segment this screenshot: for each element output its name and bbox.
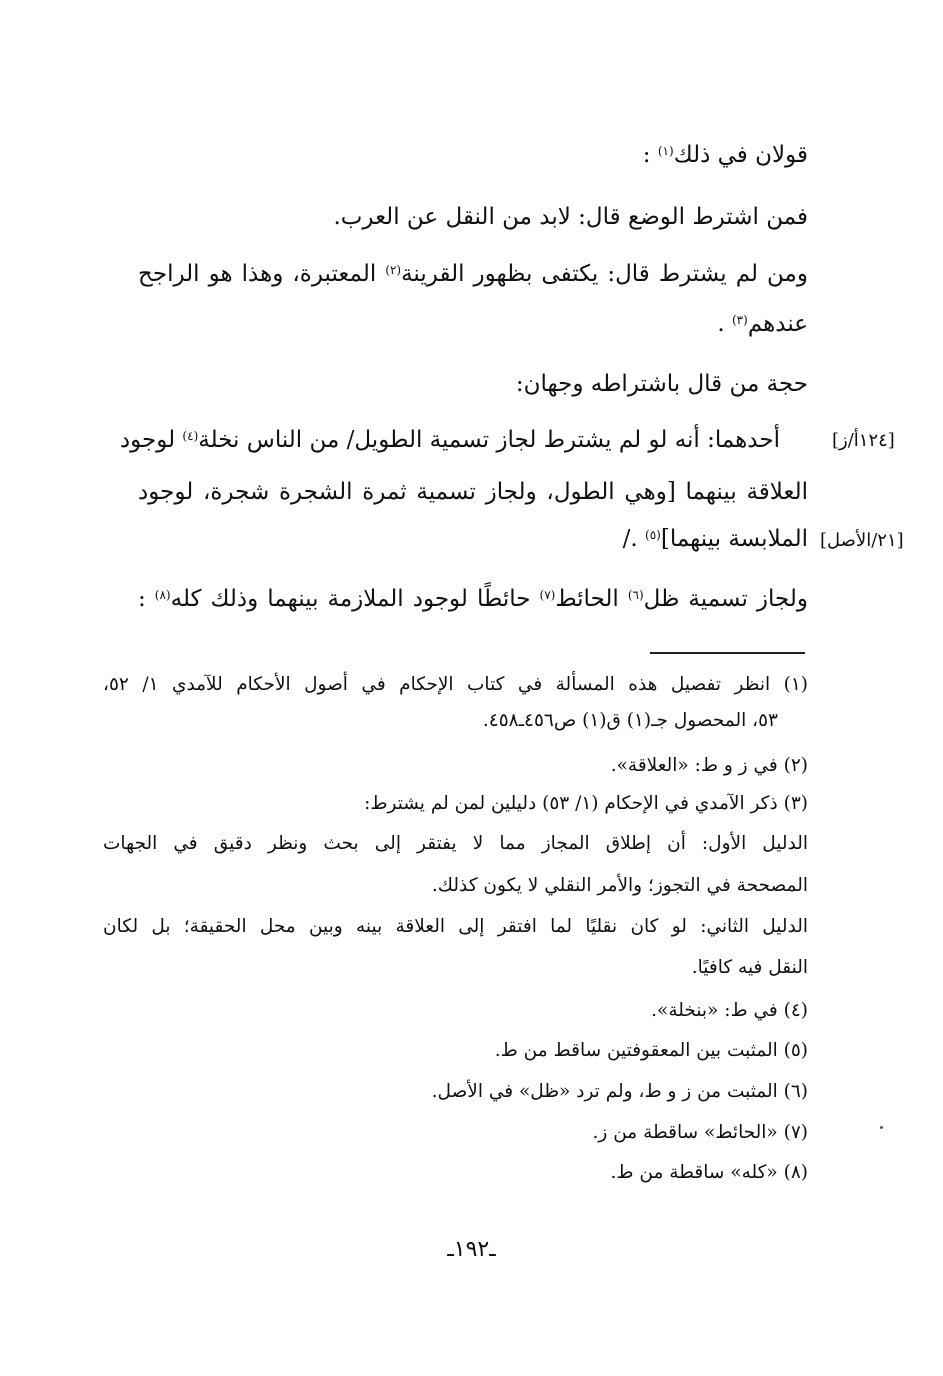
text-line-2: فمن اشترط الوضع قال: لابد من النقل عن العرب.	[333, 204, 808, 230]
page-number: ـ١٩٢ـ	[447, 1237, 496, 1262]
text-line-3: ومن لم يشترط قال: يكتفى بظهور القرينة$^{(٢)}$ المعتبرة، وهذا هو الراجح	[138, 261, 808, 287]
text-line-7: العلاقة بينهما [وهي الطول، ولجاز تسمية ثمرة الشجرة شجرة، لوجود	[138, 479, 808, 505]
footnote-1-line-2: ٥٣، المحصول جـ(١) ق(١) ص٤٥٦ـ٤٥٨.	[482, 710, 778, 731]
text-line-6: أحدهما: أنه لو لم يشترط لجاز تسمية الطويل/ من الناس نخلة$^{(٤)}$ لوجود	[119, 427, 780, 453]
footnote-7: (٧) «الحائط» ساقطة من ز.	[592, 1122, 808, 1143]
text-line-1: قولان في ذلك$^{(١)}$ :	[642, 142, 808, 168]
footnote-4: (٤) في ط: «بنخلة».	[651, 1000, 808, 1021]
footnote-3-line-1: (٣) ذكر الآمدي في الإحكام (١/ ٥٣) دليلين لمن لم يشترط:	[364, 793, 808, 814]
footnote-3-line-3: المصححة في التجوز؛ والأمر النقلي لا يكون كذلك.	[431, 875, 808, 896]
text-line-8: الملابسة بينهما]$^{(٥)}$ ./	[622, 526, 808, 552]
margin-ref-asl: [٢١/الأصل]	[820, 530, 904, 551]
footnote-1-line-1: (١) انظر تفصيل هذه المسألة في كتاب الإحكام في أصول الأحكام للآمدي ١/ ٥٢،	[103, 674, 808, 695]
text-line-5: حجة من قال باشتراطه وجهان:	[515, 371, 808, 397]
footnote-6: (٦) المثبت من ز و ط، ولم ترد «ظل» في الأصل.	[431, 1081, 808, 1102]
footnote-separator	[650, 652, 805, 654]
footnote-5: (٥) المثبت بين المعقوفتين ساقط من ط.	[494, 1040, 808, 1061]
stray-dot	[880, 1126, 883, 1129]
footnote-8: (٨) «كله» ساقطة من ط.	[610, 1162, 808, 1183]
footnote-3-line-2: الدليل الأول: أن إطلاق المجاز مما لا يفتقر إلى بحث ونظر دقيق في الجهات	[103, 833, 808, 854]
footnote-2: (٢) في ز و ط: «العلاقة».	[610, 755, 808, 776]
footnote-3-line-5: النقل فيه كافيًا.	[691, 957, 808, 978]
text-line-4: عندهم$^{(٣)}$ .	[717, 311, 808, 337]
text-line-9: ولجاز تسمية ظل$^{(٦)}$ الحائط$^{(٧)}$ حائطًا لوجود الملازمة بينهما وذلك كله$^{(٨)}$ :	[138, 586, 809, 612]
footnote-3-line-4: الدليل الثاني: لو كان نقليًا لما افتقر إلى العلاقة بينه وبين محل الحقيقة؛ بل لكان	[103, 916, 808, 937]
margin-ref-z: [١٢٤أ/ز]	[832, 430, 895, 451]
